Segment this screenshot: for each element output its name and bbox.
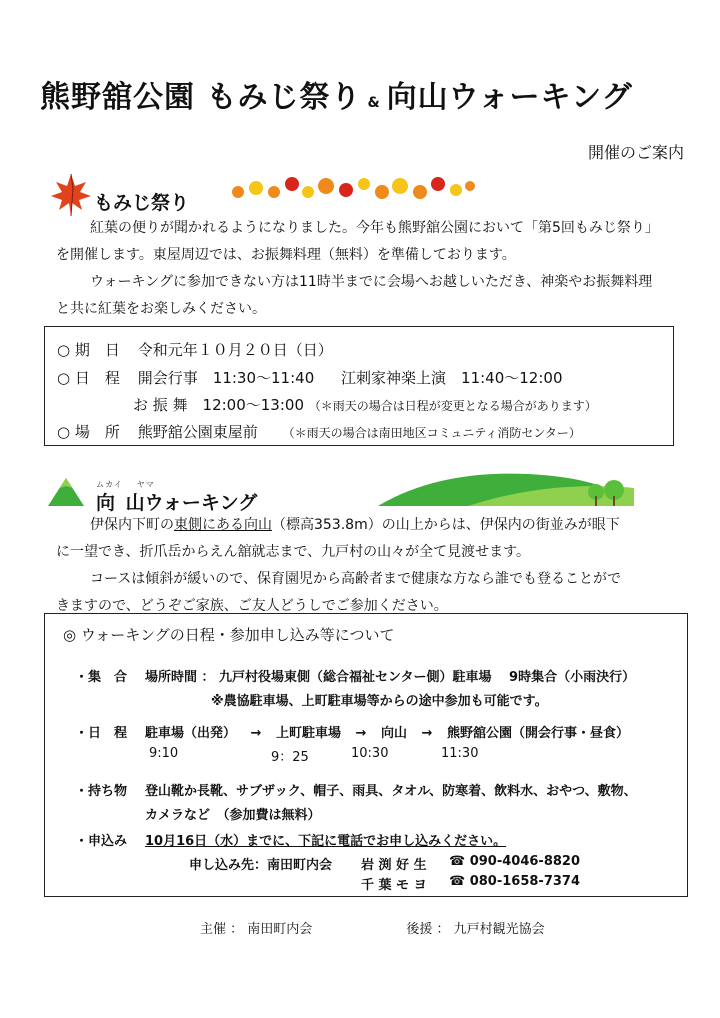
mukai-heading (96, 488, 257, 515)
mukai-p1-line2: に一望でき、折爪岳からえん舘就志まで、九戸村の山々が全て見渡せます。 (56, 544, 531, 560)
info-place-key: ○ 場 所 (57, 423, 120, 441)
momiji-p2-line2: と共に紅葉をお楽しみください。 (56, 301, 266, 317)
contact-2-tel: ☎ 080-1658-7374 (449, 874, 581, 889)
route-time-4: 11:30 (441, 746, 479, 761)
festival-info-box (44, 326, 674, 446)
momiji-p1-line1: 紅葉の便りが聞かれるようになりました。今年も熊野舘公園において「第5回もみじ祭り」 (90, 220, 659, 236)
route-arrow-icon: → (250, 726, 262, 741)
info-place-row (57, 421, 581, 442)
meet-note: ※農協駐車場、上町駐車場等からの途中参加も可能です。 (211, 694, 548, 709)
info-date-row (57, 339, 333, 360)
title-main: 熊野舘公園 もみじ祭り (40, 80, 362, 115)
meet-value: 場所時間 ： 九戸村役場東側（総合福祉センター側）駐車場 9時集合（小雨決行） (145, 670, 636, 685)
bring-line-1: 登山靴か長靴、サブザック、帽子、雨具、タオル、防寒着、飲料水、おやつ、敷物、 (145, 784, 637, 799)
route-line (145, 722, 629, 741)
bring-line-2: カメラなど （参加費は無料） (145, 808, 321, 823)
info-schedule-furumai: お 振 舞 12:00～13:00 (133, 396, 304, 414)
momiji-p1-line2: を開催します。東屋周辺では、お振舞料理（無料）を準備しております。 (56, 247, 516, 263)
mukai-p1-line1 (76, 512, 676, 539)
meet-key: ・集 合 (75, 670, 128, 685)
walking-info-box (44, 613, 688, 897)
info-schedule-kagura: 江刺家神楽上演 11:40～12:00 (341, 369, 563, 387)
route-time-2: 9：25 (271, 750, 309, 765)
mukai-heading-1: 向 (96, 492, 116, 514)
info-date-value: 令和元年１０月２０日（日） (137, 341, 333, 359)
maple-leaf-icon (48, 170, 94, 218)
route-key: ・日 程 (75, 726, 128, 741)
mukai-p2-line2: きますので、どうぞご家族、ご友人どうしでご参加ください。 (56, 598, 448, 614)
info-schedule-key: ○ 日 程 (57, 369, 120, 387)
route-arrow-icon: → (421, 726, 433, 741)
mountain-icon (46, 474, 86, 508)
momiji-p2-line1: ウォーキングに参加できない方は11時半までに会場へお越しいただき、神楽やお振舞料理 (90, 274, 653, 290)
walk-box-title: ◎ ウォーキングの日程・参加申し込み等について (63, 626, 395, 644)
contact-1-name: 岩 渕 好 生 (361, 858, 427, 873)
title-amp: & (367, 95, 381, 111)
mukai-description (56, 512, 676, 620)
route-stop-1: 駐車場（出発） (145, 726, 237, 741)
title-walk: 向山ウォーキング (386, 80, 633, 115)
info-schedule-note: （＊雨天の場合は日程が変更となる場合があります） (308, 399, 597, 413)
mukai-p1-c: （標高353.8m）の山上からは、伊保内の街並みが眼下 (272, 517, 620, 533)
ruby-mukai: ムカイ (96, 480, 123, 489)
momiji-heading: もみじ祭り (94, 192, 190, 214)
route-stop-2: 上町駐車場 (275, 726, 341, 741)
info-place-note: （＊雨天の場合は南田地区コミュニティ消防センター） (282, 426, 581, 440)
info-schedule-opening: 開会行事 11:30～11:40 (137, 369, 315, 387)
autumn-leaves-garland (228, 170, 478, 206)
footer-support: 後援 ： 九戸村観光協会 (406, 922, 545, 937)
info-place-value: 熊野舘公園東屋前 (137, 423, 258, 441)
page-title (40, 72, 690, 116)
footer-host: 主催 ： 南田町内会 (200, 922, 313, 937)
bring-key: ・持ち物 (75, 784, 128, 799)
route-stop-3: 向山 (380, 726, 407, 741)
footer (200, 918, 545, 937)
route-stop-4: 熊野舘公園（開会行事・昼食） (446, 726, 629, 741)
mukai-heading-2: 山ウォーキング (125, 492, 258, 514)
mukai-p1-a: 伊保内下町の (90, 517, 174, 533)
ruby-yama: ヤマ (136, 480, 155, 489)
hills-illustration (378, 466, 638, 508)
apply-text: 10月16日（水）までに、下記に電話でお申し込みください。 (145, 834, 507, 849)
contact-1-tel: ☎ 090-4046-8820 (449, 854, 581, 869)
info-schedule-row-2 (133, 394, 597, 415)
mukai-p2-line1: コースは傾斜が緩いので、保育園児から高齢者まで健康な方なら誰でも登ることがで (90, 571, 622, 587)
info-date-key: ○ 期 日 (57, 341, 120, 359)
route-arrow-icon: → (355, 726, 367, 741)
route-time-3: 10:30 (351, 746, 389, 761)
mukai-p1-b: 東側にある向山 (174, 517, 272, 533)
contact-2-name: 千 葉 モ ヨ (361, 878, 427, 893)
subtitle: 開催のご案内 (587, 143, 684, 162)
info-schedule-row-1 (57, 367, 563, 388)
route-time-1: 9:10 (149, 746, 179, 761)
apply-destination: 申し込み先：南田町内会 (189, 858, 333, 873)
momiji-description (56, 215, 676, 323)
apply-key: ・申込み (75, 834, 128, 849)
